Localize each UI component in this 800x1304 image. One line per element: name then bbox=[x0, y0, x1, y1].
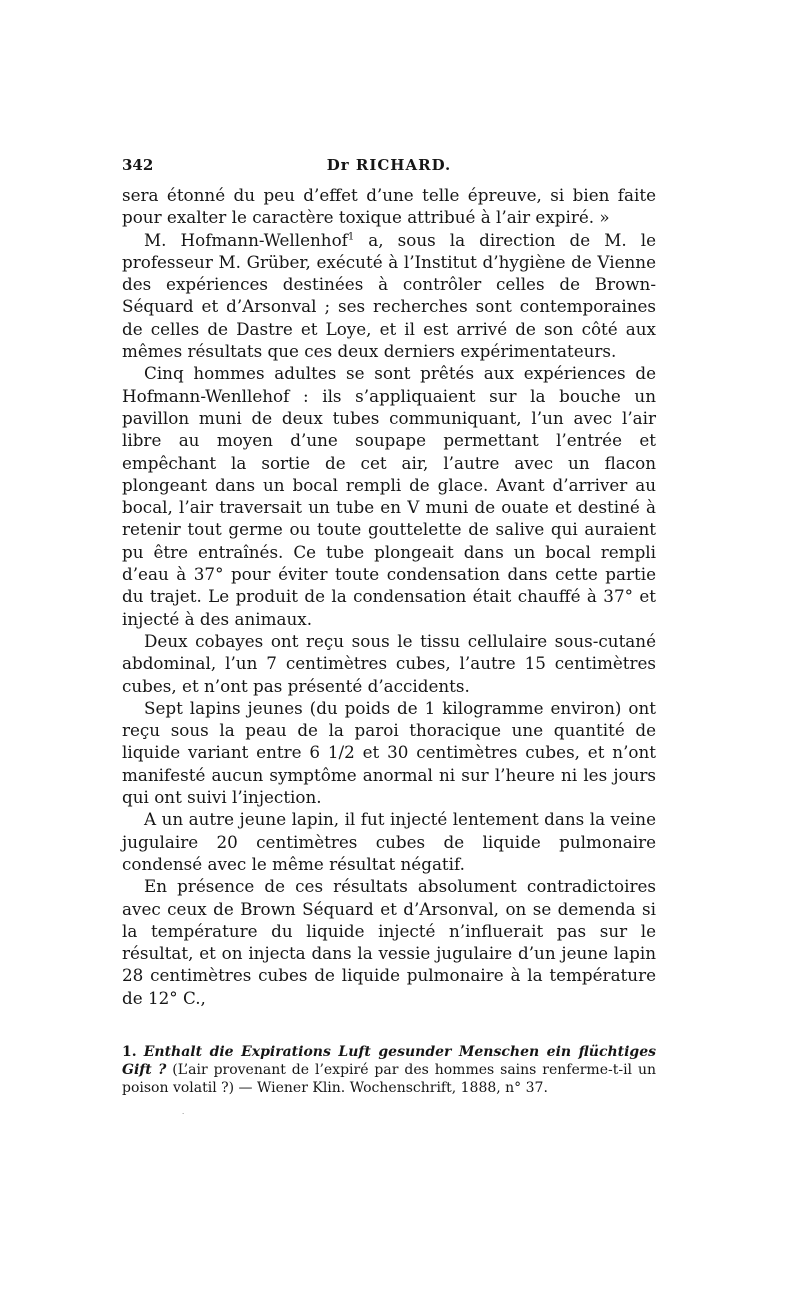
running-title: Dr RICHARD. bbox=[326, 156, 452, 174]
paragraph-4: Deux cobayes ont reçu sous le tissu cellulaire sous-cutané abdominal, l’un 7 centimètres cubes, l’autre 15 centimètres cubes, et n’ont pas présenté d’accidents. bbox=[122, 630, 656, 696]
paragraph-5: Sept lapins jeunes (du poids de 1 kilogramme environ) ont reçu sous la peau de la paroi thoracique une quantité de liquide variant entre 6 1/2 et 30 centimètres cubes, et n’ont manifesté aucun symptôme anormal ni sur l’heure ni les jours qui ont suivi l’injection. bbox=[122, 697, 656, 808]
body-text bbox=[122, 184, 656, 1009]
paragraph-2 bbox=[122, 229, 656, 363]
paragraph-2-start: M. Hofmann-Wellenhof bbox=[144, 229, 348, 250]
footnote bbox=[122, 1043, 656, 1097]
paragraph-2-rest: a, sous la direction de M. le professeur M. Grüber, exécuté à l’Institut d’hygiène de Vienne des expériences destinées à contrôler celles de Brown-Séquard et d’Arsonval ; ses recherches sont contemporaines de celles de Dastre et Loye, et il est arrivé de son côté aux mêmes résultats que ces deux derniers expérimentateurs. bbox=[122, 229, 656, 362]
page-header bbox=[122, 156, 656, 178]
paragraph-3: Cinq hommes adultes se sont prêtés aux expériences de Hofmann-Wenllehof : ils s’appliquaient sur la bouche un pavillon muni de deux tubes communiquant, l’un avec l’air libre au moyen d’une soupape permettant l’entrée et empêchant la sortie de cet air, l’autre avec un flacon plongeant dans un bocal rempli de glace. Avant d’arriver au bocal, l’air traversait un tube en V muni de ouate et destiné à retenir tout germe ou toute gouttelette de salive qui auraient pu être entraînés. Ce tube plongeait dans un bocal rempli d’eau à 37° pour éviter toute condensation dans cette partie du trajet. Le produit de la condensation était chauffé à 37° et injecté à des animaux. bbox=[122, 363, 656, 629]
footnote-title: Enthalt die Expirations Luft gesunder Menschen ein flüchtiges Gift ? bbox=[122, 1044, 657, 1078]
footnote-text: (L’air provenant de l’expiré par des hommes sains renferme-t-il un poison volatil ?) — Wiener Klin. Wochenschrift, 1888, n° 37. bbox=[122, 1062, 656, 1096]
footnote-ref[interactable]: 1 bbox=[347, 231, 355, 243]
page-number: 342 bbox=[122, 156, 154, 174]
footnote-label: 1. bbox=[122, 1044, 137, 1060]
stray-mark: . bbox=[182, 1108, 185, 1116]
paragraph-6: A un autre jeune lapin, il fut injecté lentement dans la veine jugulaire 20 centimètres cubes de liquide pulmonaire condensé avec le même résultat négatif. bbox=[122, 809, 656, 874]
paragraph-1: sera étonné du peu d’effet d’une telle épreuve, si bien faite pour exalter le caractère toxique attribué à l’air expiré. » bbox=[122, 185, 656, 228]
paragraph-7: En présence de ces résultats absolument contradictoires avec ceux de Brown Séquard et d’Arsonval, on se demenda si la température du liquide injecté n’influerait pas sur le résultat, et on injecta dans la vessie jugulaire d’un jeune lapin 28 centimètres cubes de liquide pulmonaire à la température de 12° C., bbox=[122, 876, 656, 1008]
